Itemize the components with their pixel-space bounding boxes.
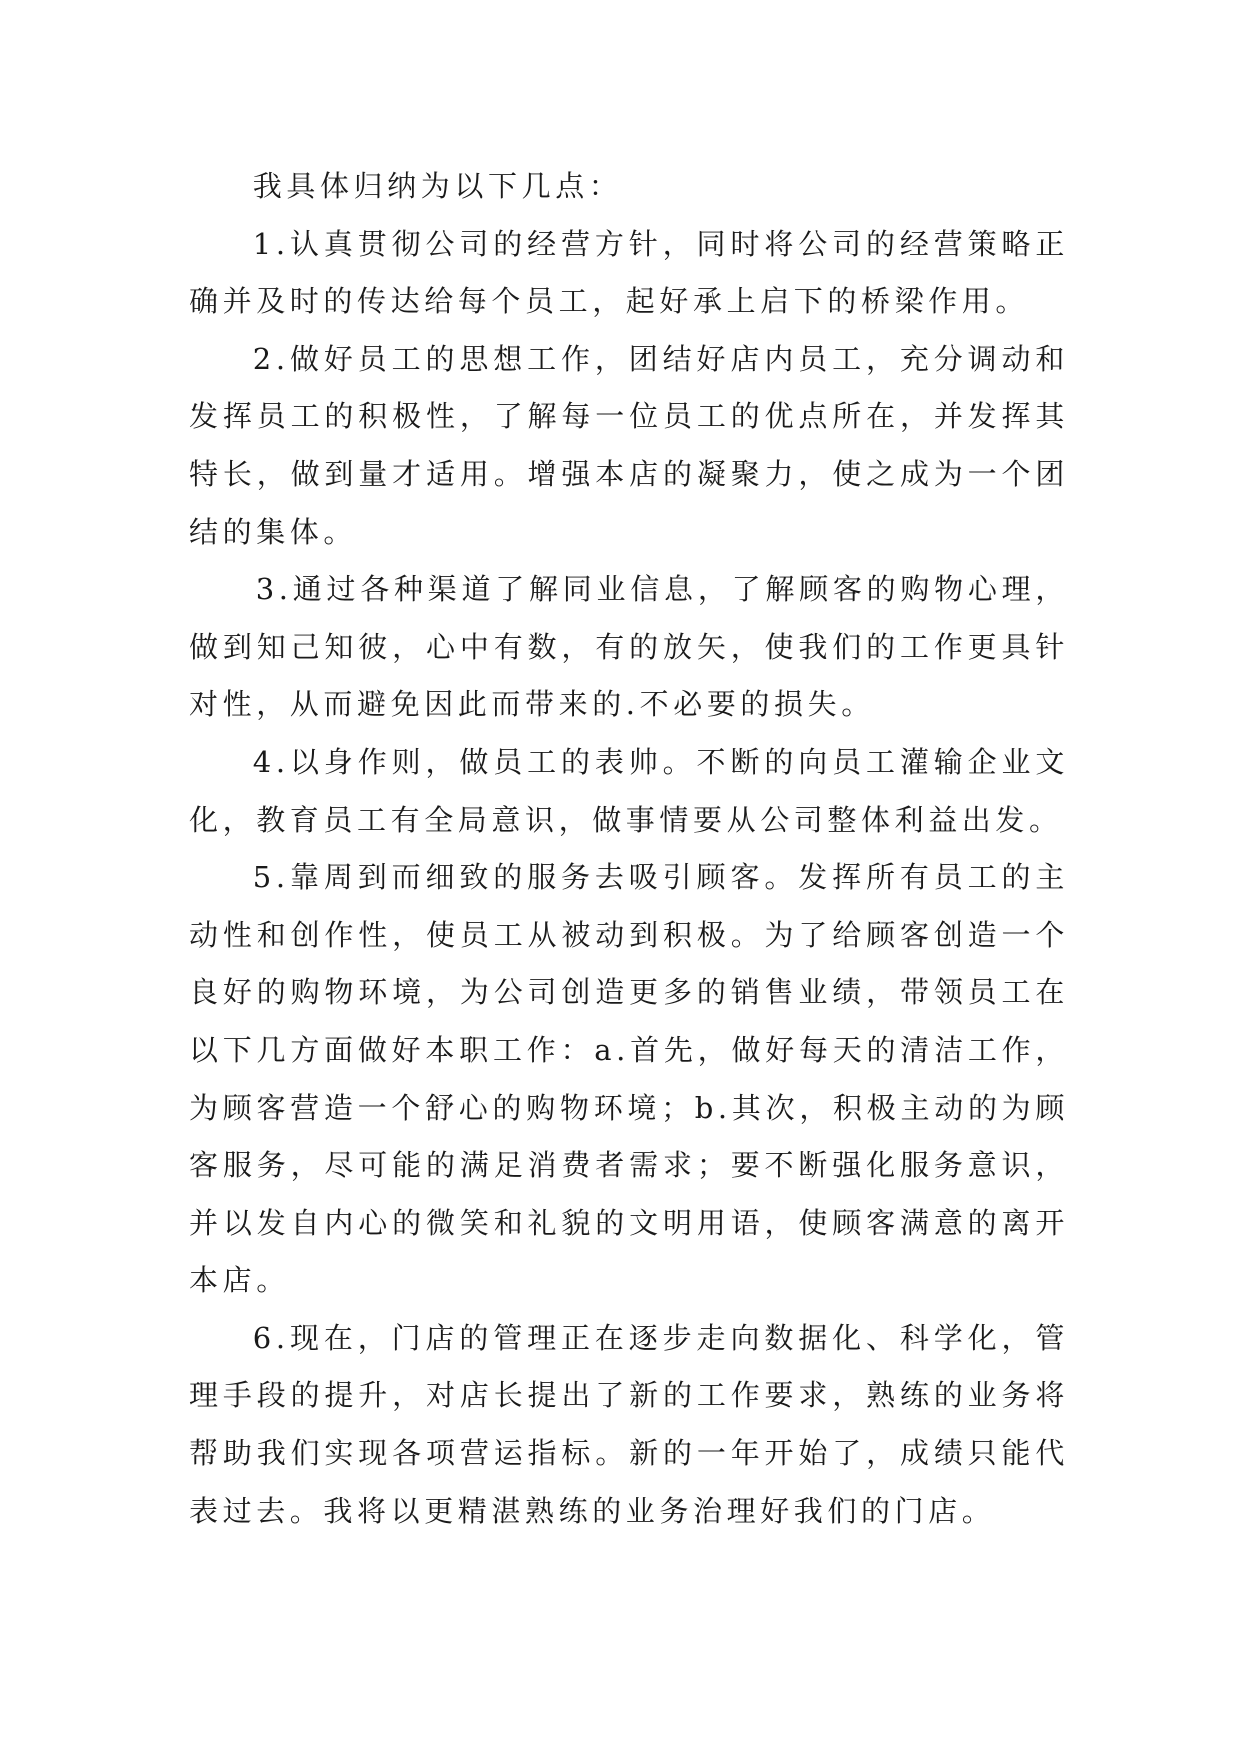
paragraph-intro: 我具体归纳为以下几点： — [252, 169, 623, 203]
paragraph-item-5: 5.靠周到而细致的服务去吸引顾客。发挥所有员工的主动性和创作性，使员工从被动到积极。为了给顾客创造一个良好的购物环境，为公司创造更多的销售业绩，带领员工在以下几方面做好本职工作：a.首先，做好每天的清洁工作，为顾客营造一个舒心的购物环境；b.其次，积极主动的为顾客服务，尽可能的满足消费者需求；要不断强化服务意识，并以发自内心的微笑和礼貌的文明用语，使顾客满意的离开本店。 — [189, 860, 1069, 1298]
paragraph-item-4: 4.以身作则，做员工的表帅。不断的向员工灌输企业文化，教育员工有全局意识，做事情要从公司整体利益出发。 — [189, 744, 1069, 837]
paragraph-item-1: 1.认真贯彻公司的经营方针，同时将公司的经营策略正确并及时的传达给每个员工，起好承上启下的桥梁作用。 — [189, 226, 1069, 319]
document-body — [189, 158, 1069, 1540]
paragraph-item-2: 2.做好员工的思想工作，团结好店内员工，充分调动和发挥员工的积极性，了解每一位员工的优点所在，并发挥其特长，做到量才适用。增强本店的凝聚力，使之成为一个团结的集体。 — [189, 341, 1069, 549]
paragraph-item-3: 3.通过各种渠道了解同业信息，了解顾客的购物心理，做到知己知彼，心中有数，有的放矢，使我们的工作更具针对性，从而避免因此而带来的.不必要的损失。 — [189, 572, 1069, 722]
paragraph-item-6: 6.现在，门店的管理正在逐步走向数据化、科学化，管理手段的提升，对店长提出了新的工作要求，熟练的业务将帮助我们实现各项营运指标。新的一年开始了，成绩只能代表过去。我将以更精湛熟练的业务治理好我们的门店。 — [189, 1320, 1069, 1528]
